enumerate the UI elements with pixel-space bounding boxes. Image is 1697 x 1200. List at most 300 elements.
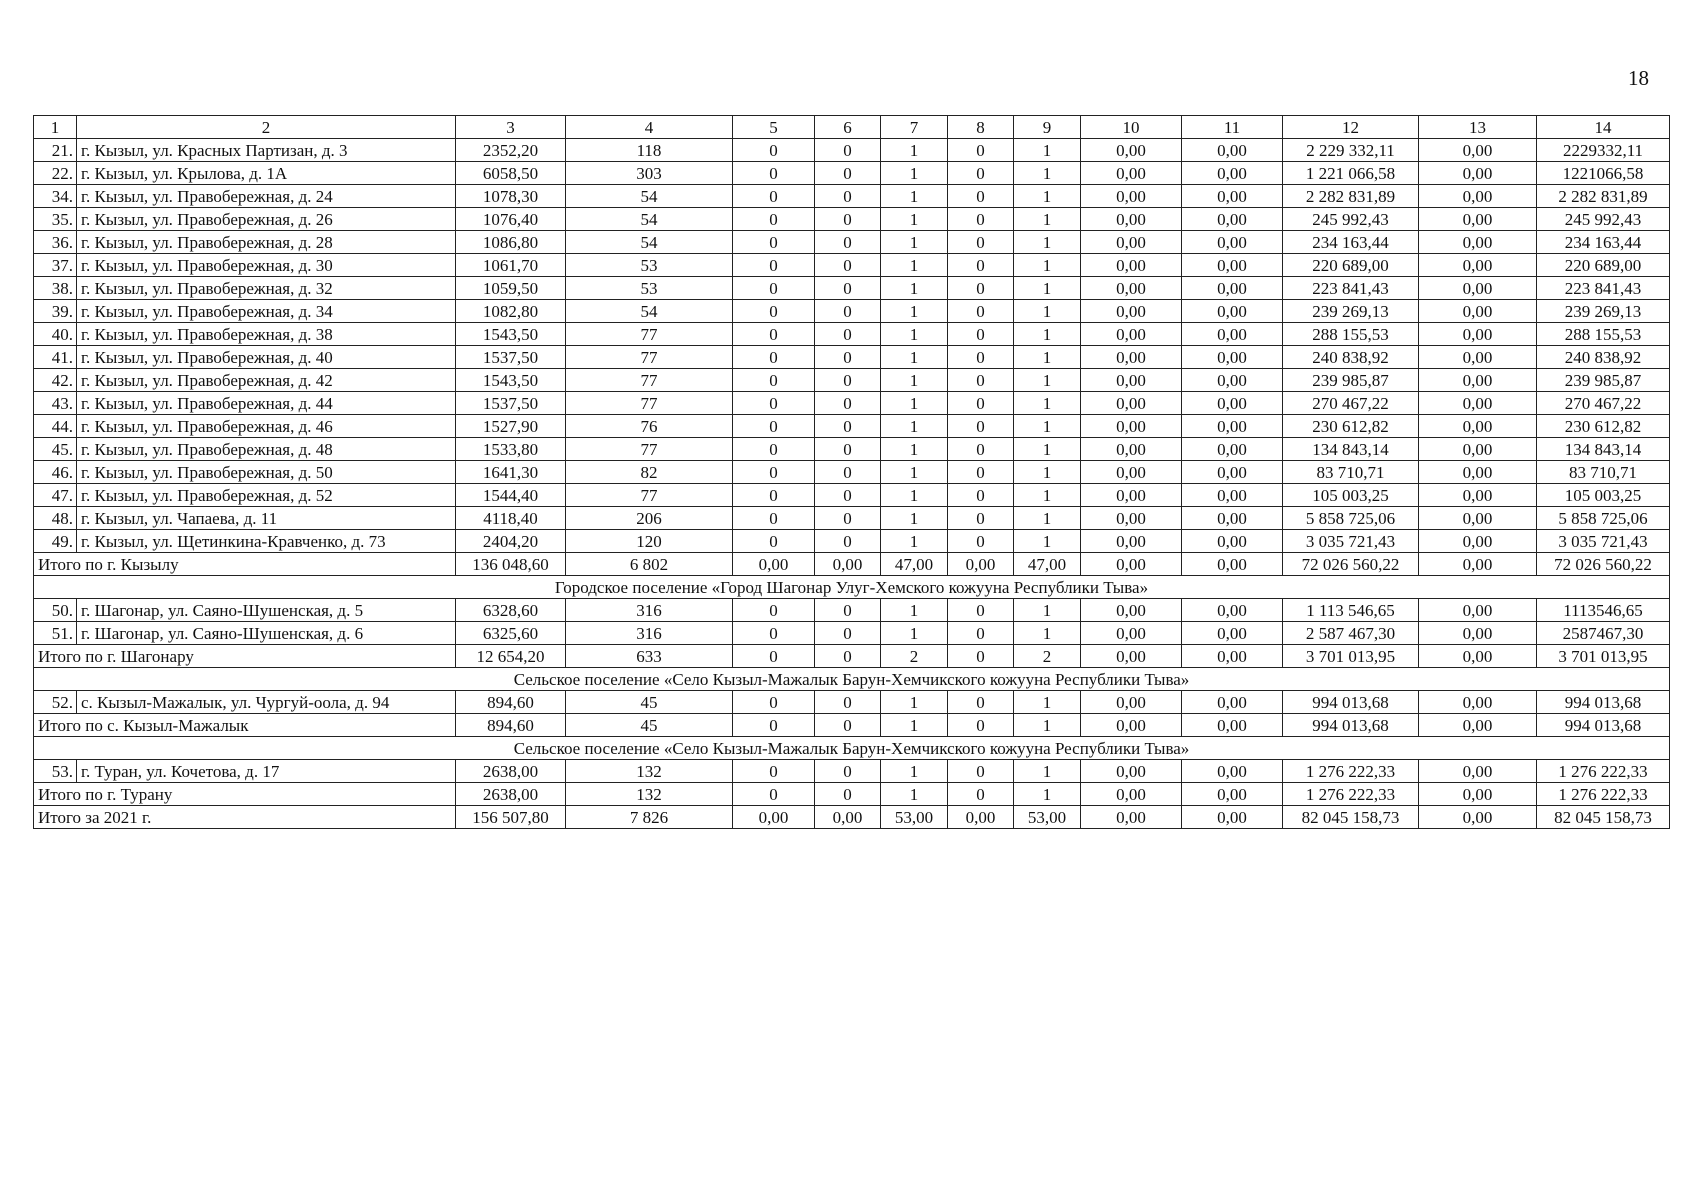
value-cell: 0,00 bbox=[1182, 415, 1283, 438]
value-cell: 0,00 bbox=[948, 806, 1014, 829]
value-cell: 0,00 bbox=[1081, 231, 1182, 254]
value-cell: 316 bbox=[566, 599, 733, 622]
value-cell: 0 bbox=[948, 300, 1014, 323]
value-cell: 1543,50 bbox=[456, 369, 566, 392]
value-cell: 0,00 bbox=[1081, 599, 1182, 622]
address-cell: г. Кызыл, ул. Правобережная, д. 24 bbox=[77, 185, 456, 208]
total-label: Итого по с. Кызыл-Мажалык bbox=[34, 714, 456, 737]
table-row bbox=[34, 254, 1670, 277]
table-row bbox=[34, 461, 1670, 484]
value-cell: 0,00 bbox=[1081, 254, 1182, 277]
value-cell: 2 587 467,30 bbox=[1283, 622, 1419, 645]
value-cell: 54 bbox=[566, 231, 733, 254]
value-cell: 3 035 721,43 bbox=[1283, 530, 1419, 553]
value-cell: 0,00 bbox=[1419, 162, 1537, 185]
row-number: 44. bbox=[34, 415, 77, 438]
address-cell: г. Кызыл, ул. Правобережная, д. 38 bbox=[77, 323, 456, 346]
value-cell: 1 bbox=[1014, 438, 1081, 461]
value-cell: 0,00 bbox=[1081, 645, 1182, 668]
value-cell: 0 bbox=[815, 530, 881, 553]
address-cell: г. Кызыл, ул. Правобережная, д. 52 bbox=[77, 484, 456, 507]
value-cell: 0,00 bbox=[1182, 530, 1283, 553]
row-number: 43. bbox=[34, 392, 77, 415]
value-cell: 0,00 bbox=[1419, 346, 1537, 369]
section-title: Сельское поселение «Село Кызыл-Мажалык Барун-Хемчикского кожууна Республики Тыва» bbox=[34, 668, 1670, 691]
row-number: 40. bbox=[34, 323, 77, 346]
value-cell: 1 bbox=[1014, 323, 1081, 346]
value-cell: 270 467,22 bbox=[1537, 392, 1670, 415]
value-cell: 0,00 bbox=[1182, 346, 1283, 369]
value-cell: 1 276 222,33 bbox=[1537, 760, 1670, 783]
address-cell: г. Туран, ул. Кочетова, д. 17 bbox=[77, 760, 456, 783]
value-cell: 1 bbox=[1014, 691, 1081, 714]
value-cell: 0,00 bbox=[1081, 714, 1182, 737]
value-cell: 0 bbox=[733, 185, 815, 208]
value-cell: 0,00 bbox=[1081, 185, 1182, 208]
address-cell: г. Кызыл, ул. Правобережная, д. 26 bbox=[77, 208, 456, 231]
value-cell: 1 bbox=[881, 714, 948, 737]
value-cell: 0,00 bbox=[1419, 553, 1537, 576]
value-cell: 1061,70 bbox=[456, 254, 566, 277]
value-cell: 0 bbox=[733, 484, 815, 507]
value-cell: 0 bbox=[948, 783, 1014, 806]
value-cell: 1 bbox=[881, 346, 948, 369]
address-cell: г. Кызыл, ул. Правобережная, д. 46 bbox=[77, 415, 456, 438]
value-cell: 0 bbox=[733, 392, 815, 415]
value-cell: 134 843,14 bbox=[1283, 438, 1419, 461]
value-cell: 0 bbox=[815, 622, 881, 645]
value-cell: 1 221 066,58 bbox=[1283, 162, 1419, 185]
value-cell: 0,00 bbox=[1419, 714, 1537, 737]
row-number: 42. bbox=[34, 369, 77, 392]
row-number: 41. bbox=[34, 346, 77, 369]
value-cell: 0 bbox=[733, 162, 815, 185]
value-cell: 1 bbox=[1014, 599, 1081, 622]
column-header: 8 bbox=[948, 116, 1014, 139]
value-cell: 0 bbox=[948, 714, 1014, 737]
value-cell: 0,00 bbox=[733, 553, 815, 576]
value-cell: 0,00 bbox=[1182, 254, 1283, 277]
value-cell: 223 841,43 bbox=[1283, 277, 1419, 300]
value-cell: 894,60 bbox=[456, 691, 566, 714]
table-row bbox=[34, 691, 1670, 714]
value-cell: 1 bbox=[881, 530, 948, 553]
value-cell: 0 bbox=[733, 323, 815, 346]
page-number: 18 bbox=[1628, 66, 1649, 90]
value-cell: 0,00 bbox=[1182, 783, 1283, 806]
row-number: 46. bbox=[34, 461, 77, 484]
address-cell: г. Кызыл, ул. Правобережная, д. 42 bbox=[77, 369, 456, 392]
value-cell: 0,00 bbox=[1419, 783, 1537, 806]
value-cell: 0 bbox=[815, 507, 881, 530]
value-cell: 53 bbox=[566, 254, 733, 277]
total-label: Итого по г. Кызылу bbox=[34, 553, 456, 576]
value-cell: 77 bbox=[566, 392, 733, 415]
value-cell: 0 bbox=[948, 507, 1014, 530]
value-cell: 994 013,68 bbox=[1283, 691, 1419, 714]
value-cell: 54 bbox=[566, 300, 733, 323]
value-cell: 1537,50 bbox=[456, 392, 566, 415]
value-cell: 1527,90 bbox=[456, 415, 566, 438]
value-cell: 3 035 721,43 bbox=[1537, 530, 1670, 553]
value-cell: 0,00 bbox=[1081, 346, 1182, 369]
value-cell: 12 654,20 bbox=[456, 645, 566, 668]
value-cell: 0 bbox=[948, 277, 1014, 300]
value-cell: 1543,50 bbox=[456, 323, 566, 346]
row-number: 22. bbox=[34, 162, 77, 185]
value-cell: 132 bbox=[566, 783, 733, 806]
value-cell: 1 113 546,65 bbox=[1283, 599, 1419, 622]
value-cell: 0,00 bbox=[1081, 507, 1182, 530]
value-cell: 230 612,82 bbox=[1283, 415, 1419, 438]
value-cell: 206 bbox=[566, 507, 733, 530]
value-cell: 1059,50 bbox=[456, 277, 566, 300]
column-header: 12 bbox=[1283, 116, 1419, 139]
table-row bbox=[34, 208, 1670, 231]
value-cell: 220 689,00 bbox=[1537, 254, 1670, 277]
address-cell: г. Кызыл, ул. Правобережная, д. 32 bbox=[77, 277, 456, 300]
row-number: 21. bbox=[34, 139, 77, 162]
address-cell: г. Кызыл, ул. Правобережная, д. 28 bbox=[77, 231, 456, 254]
value-cell: 230 612,82 bbox=[1537, 415, 1670, 438]
table-row bbox=[34, 415, 1670, 438]
column-header: 7 bbox=[881, 116, 948, 139]
address-cell: г. Кызыл, ул. Красных Партизан, д. 3 bbox=[77, 139, 456, 162]
value-cell: 0,00 bbox=[815, 553, 881, 576]
value-cell: 1 276 222,33 bbox=[1283, 760, 1419, 783]
value-cell: 4118,40 bbox=[456, 507, 566, 530]
value-cell: 0 bbox=[815, 254, 881, 277]
value-cell: 0 bbox=[948, 438, 1014, 461]
total-row bbox=[34, 806, 1670, 829]
value-cell: 1 bbox=[1014, 139, 1081, 162]
value-cell: 0 bbox=[815, 783, 881, 806]
value-cell: 0 bbox=[733, 530, 815, 553]
value-cell: 77 bbox=[566, 438, 733, 461]
value-cell: 0,00 bbox=[1081, 323, 1182, 346]
value-cell: 47,00 bbox=[881, 553, 948, 576]
value-cell: 0,00 bbox=[1419, 530, 1537, 553]
value-cell: 1 bbox=[881, 599, 948, 622]
row-number: 51. bbox=[34, 622, 77, 645]
value-cell: 894,60 bbox=[456, 714, 566, 737]
value-cell: 0 bbox=[948, 231, 1014, 254]
data-table bbox=[33, 115, 1670, 829]
value-cell: 240 838,92 bbox=[1537, 346, 1670, 369]
value-cell: 0,00 bbox=[1081, 622, 1182, 645]
value-cell: 0,00 bbox=[1419, 139, 1537, 162]
value-cell: 0,00 bbox=[1182, 507, 1283, 530]
table-row bbox=[34, 300, 1670, 323]
value-cell: 0,00 bbox=[1419, 691, 1537, 714]
value-cell: 1 bbox=[1014, 507, 1081, 530]
value-cell: 1 bbox=[1014, 714, 1081, 737]
value-cell: 0,00 bbox=[815, 806, 881, 829]
value-cell: 7 826 bbox=[566, 806, 733, 829]
value-cell: 0,00 bbox=[1182, 553, 1283, 576]
value-cell: 0,00 bbox=[1419, 185, 1537, 208]
value-cell: 0 bbox=[815, 415, 881, 438]
value-cell: 156 507,80 bbox=[456, 806, 566, 829]
value-cell: 132 bbox=[566, 760, 733, 783]
value-cell: 1 bbox=[881, 760, 948, 783]
value-cell: 0,00 bbox=[1419, 254, 1537, 277]
value-cell: 0 bbox=[815, 369, 881, 392]
value-cell: 1 bbox=[1014, 277, 1081, 300]
table-row bbox=[34, 162, 1670, 185]
value-cell: 1 bbox=[1014, 300, 1081, 323]
value-cell: 0 bbox=[948, 254, 1014, 277]
address-cell: г. Шагонар, ул. Саяно-Шушенская, д. 5 bbox=[77, 599, 456, 622]
value-cell: 1 bbox=[1014, 369, 1081, 392]
value-cell: 1076,40 bbox=[456, 208, 566, 231]
value-cell: 1 bbox=[881, 369, 948, 392]
column-header: 11 bbox=[1182, 116, 1283, 139]
value-cell: 234 163,44 bbox=[1283, 231, 1419, 254]
row-number: 38. bbox=[34, 277, 77, 300]
value-cell: 1 bbox=[881, 783, 948, 806]
value-cell: 1 bbox=[881, 507, 948, 530]
value-cell: 0 bbox=[733, 208, 815, 231]
value-cell: 0,00 bbox=[1419, 461, 1537, 484]
row-number: 39. bbox=[34, 300, 77, 323]
value-cell: 1 bbox=[1014, 622, 1081, 645]
value-cell: 0 bbox=[948, 622, 1014, 645]
value-cell: 0,00 bbox=[1182, 277, 1283, 300]
table-row bbox=[34, 323, 1670, 346]
column-header: 14 bbox=[1537, 116, 1670, 139]
value-cell: 0,00 bbox=[1081, 139, 1182, 162]
value-cell: 53,00 bbox=[881, 806, 948, 829]
value-cell: 0 bbox=[733, 760, 815, 783]
value-cell: 0,00 bbox=[1081, 461, 1182, 484]
section-row bbox=[34, 668, 1670, 691]
value-cell: 0 bbox=[815, 208, 881, 231]
value-cell: 0,00 bbox=[1419, 392, 1537, 415]
value-cell: 0 bbox=[733, 438, 815, 461]
value-cell: 0 bbox=[815, 300, 881, 323]
value-cell: 0,00 bbox=[1081, 806, 1182, 829]
value-cell: 0 bbox=[815, 714, 881, 737]
value-cell: 239 985,87 bbox=[1537, 369, 1670, 392]
table-row bbox=[34, 484, 1670, 507]
value-cell: 0 bbox=[948, 139, 1014, 162]
value-cell: 54 bbox=[566, 185, 733, 208]
value-cell: 0 bbox=[948, 599, 1014, 622]
value-cell: 1 bbox=[881, 323, 948, 346]
column-header: 1 bbox=[34, 116, 77, 139]
value-cell: 0,00 bbox=[1182, 231, 1283, 254]
column-header: 6 bbox=[815, 116, 881, 139]
row-number: 53. bbox=[34, 760, 77, 783]
section-row bbox=[34, 576, 1670, 599]
value-cell: 0,00 bbox=[1419, 622, 1537, 645]
value-cell: 0,00 bbox=[1182, 185, 1283, 208]
column-header: 9 bbox=[1014, 116, 1081, 139]
value-cell: 0,00 bbox=[1419, 507, 1537, 530]
address-cell: г. Кызыл, ул. Чапаева, д. 11 bbox=[77, 507, 456, 530]
value-cell: 0 bbox=[815, 162, 881, 185]
value-cell: 0,00 bbox=[1419, 369, 1537, 392]
value-cell: 1641,30 bbox=[456, 461, 566, 484]
value-cell: 0,00 bbox=[1182, 323, 1283, 346]
value-cell: 0,00 bbox=[1419, 231, 1537, 254]
value-cell: 76 bbox=[566, 415, 733, 438]
value-cell: 0,00 bbox=[1182, 461, 1283, 484]
value-cell: 1 bbox=[1014, 760, 1081, 783]
row-number: 45. bbox=[34, 438, 77, 461]
total-label: Итого за 2021 г. bbox=[34, 806, 456, 829]
address-cell: г. Кызыл, ул. Правобережная, д. 44 bbox=[77, 392, 456, 415]
table-row bbox=[34, 507, 1670, 530]
value-cell: 83 710,71 bbox=[1537, 461, 1670, 484]
section-row bbox=[34, 737, 1670, 760]
value-cell: 270 467,22 bbox=[1283, 392, 1419, 415]
value-cell: 316 bbox=[566, 622, 733, 645]
row-number: 50. bbox=[34, 599, 77, 622]
value-cell: 0,00 bbox=[1419, 277, 1537, 300]
value-cell: 82 045 158,73 bbox=[1283, 806, 1419, 829]
value-cell: 0,00 bbox=[1182, 645, 1283, 668]
row-number: 35. bbox=[34, 208, 77, 231]
value-cell: 0,00 bbox=[1419, 300, 1537, 323]
value-cell: 0 bbox=[948, 461, 1014, 484]
value-cell: 0 bbox=[948, 645, 1014, 668]
value-cell: 2 282 831,89 bbox=[1283, 185, 1419, 208]
value-cell: 303 bbox=[566, 162, 733, 185]
value-cell: 1 bbox=[881, 622, 948, 645]
total-row bbox=[34, 783, 1670, 806]
value-cell: 0,00 bbox=[1419, 806, 1537, 829]
value-cell: 0 bbox=[815, 277, 881, 300]
value-cell: 0 bbox=[815, 461, 881, 484]
value-cell: 0,00 bbox=[1081, 277, 1182, 300]
value-cell: 288 155,53 bbox=[1537, 323, 1670, 346]
section-title: Сельское поселение «Село Кызыл-Мажалык Барун-Хемчикского кожууна Республики Тыва» bbox=[34, 737, 1670, 760]
value-cell: 0 bbox=[733, 507, 815, 530]
value-cell: 1533,80 bbox=[456, 438, 566, 461]
value-cell: 1 bbox=[1014, 185, 1081, 208]
value-cell: 0,00 bbox=[1182, 714, 1283, 737]
value-cell: 82 045 158,73 bbox=[1537, 806, 1670, 829]
value-cell: 1 bbox=[881, 438, 948, 461]
value-cell: 0 bbox=[815, 599, 881, 622]
value-cell: 1 bbox=[881, 392, 948, 415]
row-number: 48. bbox=[34, 507, 77, 530]
value-cell: 136 048,60 bbox=[456, 553, 566, 576]
value-cell: 1113546,65 bbox=[1537, 599, 1670, 622]
value-cell: 0,00 bbox=[1081, 300, 1182, 323]
value-cell: 2229332,11 bbox=[1537, 139, 1670, 162]
table-body bbox=[34, 116, 1670, 829]
header-row bbox=[34, 116, 1670, 139]
table-row bbox=[34, 346, 1670, 369]
row-number: 52. bbox=[34, 691, 77, 714]
total-label: Итого по г. Шагонару bbox=[34, 645, 456, 668]
address-cell: г. Шагонар, ул. Саяно-Шушенская, д. 6 bbox=[77, 622, 456, 645]
value-cell: 0 bbox=[948, 185, 1014, 208]
table-row bbox=[34, 369, 1670, 392]
row-number: 49. bbox=[34, 530, 77, 553]
value-cell: 72 026 560,22 bbox=[1537, 553, 1670, 576]
value-cell: 0 bbox=[815, 484, 881, 507]
total-row bbox=[34, 645, 1670, 668]
value-cell: 0 bbox=[948, 323, 1014, 346]
value-cell: 1 bbox=[881, 139, 948, 162]
value-cell: 0 bbox=[948, 691, 1014, 714]
value-cell: 0,00 bbox=[1081, 208, 1182, 231]
value-cell: 1 bbox=[1014, 162, 1081, 185]
value-cell: 1 bbox=[881, 254, 948, 277]
value-cell: 1 bbox=[1014, 346, 1081, 369]
address-cell: г. Кызыл, ул. Щетинкина-Кравченко, д. 73 bbox=[77, 530, 456, 553]
value-cell: 0,00 bbox=[1182, 369, 1283, 392]
value-cell: 1544,40 bbox=[456, 484, 566, 507]
value-cell: 0 bbox=[733, 300, 815, 323]
value-cell: 0,00 bbox=[1419, 208, 1537, 231]
value-cell: 0 bbox=[948, 484, 1014, 507]
value-cell: 77 bbox=[566, 369, 733, 392]
value-cell: 0,00 bbox=[1081, 415, 1182, 438]
table-row bbox=[34, 599, 1670, 622]
section-title: Городское поселение «Город Шагонар Улуг-Хемского кожууна Республики Тыва» bbox=[34, 576, 1670, 599]
value-cell: 77 bbox=[566, 323, 733, 346]
value-cell: 2352,20 bbox=[456, 139, 566, 162]
value-cell: 239 985,87 bbox=[1283, 369, 1419, 392]
value-cell: 1082,80 bbox=[456, 300, 566, 323]
value-cell: 994 013,68 bbox=[1537, 714, 1670, 737]
value-cell: 288 155,53 bbox=[1283, 323, 1419, 346]
value-cell: 0 bbox=[733, 691, 815, 714]
value-cell: 1 276 222,33 bbox=[1283, 783, 1419, 806]
value-cell: 0,00 bbox=[1182, 484, 1283, 507]
value-cell: 0 bbox=[815, 438, 881, 461]
value-cell: 0,00 bbox=[1419, 484, 1537, 507]
value-cell: 0 bbox=[733, 645, 815, 668]
table-row bbox=[34, 530, 1670, 553]
value-cell: 1 bbox=[1014, 208, 1081, 231]
value-cell: 1 bbox=[1014, 254, 1081, 277]
value-cell: 0,00 bbox=[1081, 530, 1182, 553]
address-cell: г. Кызыл, ул. Правобережная, д. 40 bbox=[77, 346, 456, 369]
column-header: 5 bbox=[733, 116, 815, 139]
value-cell: 0 bbox=[733, 622, 815, 645]
value-cell: 0,00 bbox=[1081, 760, 1182, 783]
table-row bbox=[34, 185, 1670, 208]
table-row bbox=[34, 277, 1670, 300]
value-cell: 0,00 bbox=[1182, 691, 1283, 714]
row-number: 36. bbox=[34, 231, 77, 254]
value-cell: 5 858 725,06 bbox=[1537, 507, 1670, 530]
value-cell: 1 bbox=[881, 691, 948, 714]
value-cell: 0,00 bbox=[948, 553, 1014, 576]
value-cell: 0,00 bbox=[1419, 438, 1537, 461]
value-cell: 0 bbox=[948, 392, 1014, 415]
value-cell: 3 701 013,95 bbox=[1283, 645, 1419, 668]
value-cell: 0 bbox=[948, 208, 1014, 231]
value-cell: 0 bbox=[948, 369, 1014, 392]
value-cell: 2 282 831,89 bbox=[1537, 185, 1670, 208]
value-cell: 0,00 bbox=[1419, 599, 1537, 622]
value-cell: 45 bbox=[566, 714, 733, 737]
value-cell: 0,00 bbox=[1419, 645, 1537, 668]
value-cell: 0 bbox=[733, 783, 815, 806]
value-cell: 0 bbox=[815, 645, 881, 668]
value-cell: 0 bbox=[733, 714, 815, 737]
value-cell: 2 bbox=[1014, 645, 1081, 668]
value-cell: 1 bbox=[1014, 484, 1081, 507]
value-cell: 1 bbox=[881, 208, 948, 231]
